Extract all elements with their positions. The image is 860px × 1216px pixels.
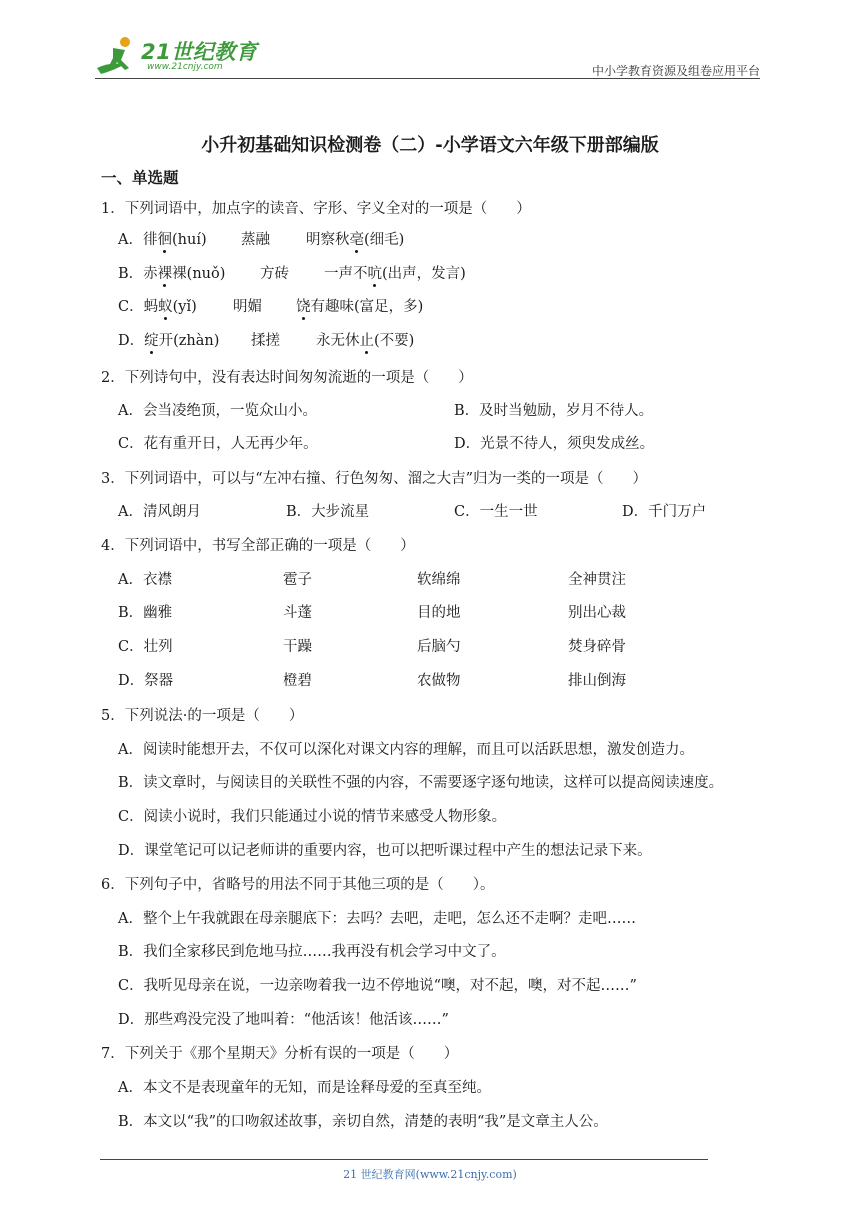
question-4-stem: 4．下列词语中，书写全部正确的一项是（ ） bbox=[101, 538, 415, 554]
question-1-option-c-word-3: 饶有趣味(富足，多) bbox=[296, 295, 423, 316]
question-5-option-d: D．课堂笔记可以记老师讲的重要内容，也可以把听课过程中产生的想法记录下来。 bbox=[118, 843, 652, 859]
site-logo bbox=[95, 34, 265, 78]
question-3-option-d: D．千门万户 bbox=[622, 504, 707, 520]
question-6-option-d: D．那些鸡没完没了地叫着：“他活该！他活该……” bbox=[118, 1012, 449, 1028]
question-3-option-a: A．清风朗月 bbox=[118, 504, 201, 520]
question-4-option-c-word-3: 后脑勺 bbox=[417, 639, 461, 655]
question-1-option-b-word-3: 一声不吭(出声，发言) bbox=[324, 262, 466, 283]
question-2-option-a: A．会当凌绝顶，一览众山小。 bbox=[118, 403, 317, 419]
question-4-option-b-word-3: 目的地 bbox=[417, 605, 461, 621]
question-4-option-d: D．祭器 bbox=[118, 673, 174, 689]
question-1-option-d-word-3: 永无休止(不要) bbox=[316, 329, 414, 350]
logo-text: 21世纪教育 bbox=[141, 40, 258, 64]
question-3-stem: 3．下列词语中，可以与“左冲右撞、行色匆匆、溜之大吉”归为一类的一项是（ ） bbox=[101, 471, 648, 487]
question-3-option-c: C．一生一世 bbox=[454, 504, 538, 520]
question-5-stem: 5．下列说法·的一项是（ ） bbox=[101, 708, 304, 724]
page-header bbox=[95, 34, 760, 78]
question-1-option-a: A．徘徊(huí) bbox=[118, 228, 207, 249]
question-1-option-d-word-2: 揉搓 bbox=[251, 333, 280, 349]
question-4-option-b-word-4: 别出心裁 bbox=[568, 605, 626, 621]
question-6-option-b: B．我们全家移民到危地马拉……我再没有机会学习中文了。 bbox=[118, 944, 506, 960]
question-1-option-a-word-2: 蒸融 bbox=[241, 232, 270, 248]
question-4-option-c-word-2: 干躁 bbox=[283, 639, 312, 655]
question-6-option-c: C．我听见母亲在说，一边亲吻着我一边不停地说“噢，对不起，噢，对不起……” bbox=[118, 978, 637, 994]
question-4-option-c: C．壮列 bbox=[118, 639, 173, 655]
question-1-option-c-word-2: 明媚 bbox=[233, 299, 262, 315]
question-1-option-b: B．赤裸裸(nuǒ) bbox=[118, 262, 225, 283]
platform-name: 中小学教育资源及组卷应用平台 bbox=[591, 64, 760, 78]
question-4-option-a: A．衣襟 bbox=[118, 572, 172, 588]
question-2-option-c: C．花有重开日，人无再少年。 bbox=[118, 436, 318, 452]
question-1-option-a-word-3: 明察秋亳(细毛) bbox=[306, 228, 404, 249]
logo-url: www.21cnjy.com bbox=[147, 62, 223, 72]
question-5-option-c: C．阅读小说时，我们只能通过小说的情节来感受人物形象。 bbox=[118, 809, 507, 825]
question-4-option-d-word-3: 农做物 bbox=[417, 673, 461, 689]
header-divider bbox=[95, 78, 760, 79]
question-5-option-a: A．阅读时能想开去，不仅可以深化对课文内容的理解，而且可以活跃思想，激发创造力。 bbox=[118, 742, 694, 758]
question-7-option-a: A．本文不是表现童年的无知，而是诠释母爱的至真至纯。 bbox=[118, 1080, 491, 1096]
question-4-option-d-word-4: 排山倒海 bbox=[568, 673, 626, 689]
question-4-option-c-word-4: 焚身碎骨 bbox=[568, 639, 626, 655]
page-title: 小升初基础知识检测卷（二）-小学语文六年级下册部编版 bbox=[201, 135, 659, 156]
question-2-option-b: B．及时当勉励，岁月不待人。 bbox=[454, 403, 654, 419]
footer-divider bbox=[100, 1159, 708, 1160]
question-4-option-a-word-4: 全神贯注 bbox=[568, 572, 626, 588]
question-4-option-a-word-3: 软绵绵 bbox=[417, 572, 461, 588]
question-4-option-a-word-2: 雹子 bbox=[283, 572, 312, 588]
question-1-option-c: C．蚂蚁(yǐ) bbox=[118, 295, 197, 316]
runner-logo-icon bbox=[95, 34, 143, 78]
question-5-option-b: B．读文章时，与阅读目的关联性不强的内容，不需要逐字逐句地读，这样可以提高阅读速度。 bbox=[118, 775, 724, 791]
question-1-option-d: D．绽开(zhàn) bbox=[118, 329, 219, 350]
question-7-option-b: B．本文以“我”的口吻叙述故事，亲切自然，清楚的表明“我”是文章主人公。 bbox=[118, 1114, 608, 1130]
question-6-stem: 6．下列句子中，省略号的用法不同于其他三项的是（ ）。 bbox=[101, 877, 495, 893]
question-7-stem: 7．下列关于《那个星期天》分析有误的一项是（ ） bbox=[101, 1046, 459, 1062]
question-1-stem: 1．下列词语中，加点字的读音、字形、字义全对的一项是（ ） bbox=[101, 201, 531, 217]
question-1-option-b-word-2: 方砖 bbox=[260, 266, 289, 282]
section-heading: 一、单选题 bbox=[101, 169, 179, 187]
footer-text: 21 世纪教育网(www.21cnjy.com) bbox=[343, 1168, 517, 1181]
question-6-option-a: A．整个上午我就跟在母亲腿底下：去吗？去吧，走吧，怎么还不走啊？走吧…… bbox=[118, 911, 636, 927]
question-2-stem: 2．下列诗句中，没有表达时间匆匆流逝的一项是（ ） bbox=[101, 370, 473, 386]
question-4-option-b: B．幽雅 bbox=[118, 605, 173, 621]
question-3-option-b: B．大步流星 bbox=[286, 504, 370, 520]
question-4-option-b-word-2: 斗蓬 bbox=[283, 605, 312, 621]
question-2-option-d: D．光景不待人，须臾发成丝。 bbox=[454, 436, 655, 452]
question-4-option-d-word-2: 橙碧 bbox=[283, 673, 312, 689]
